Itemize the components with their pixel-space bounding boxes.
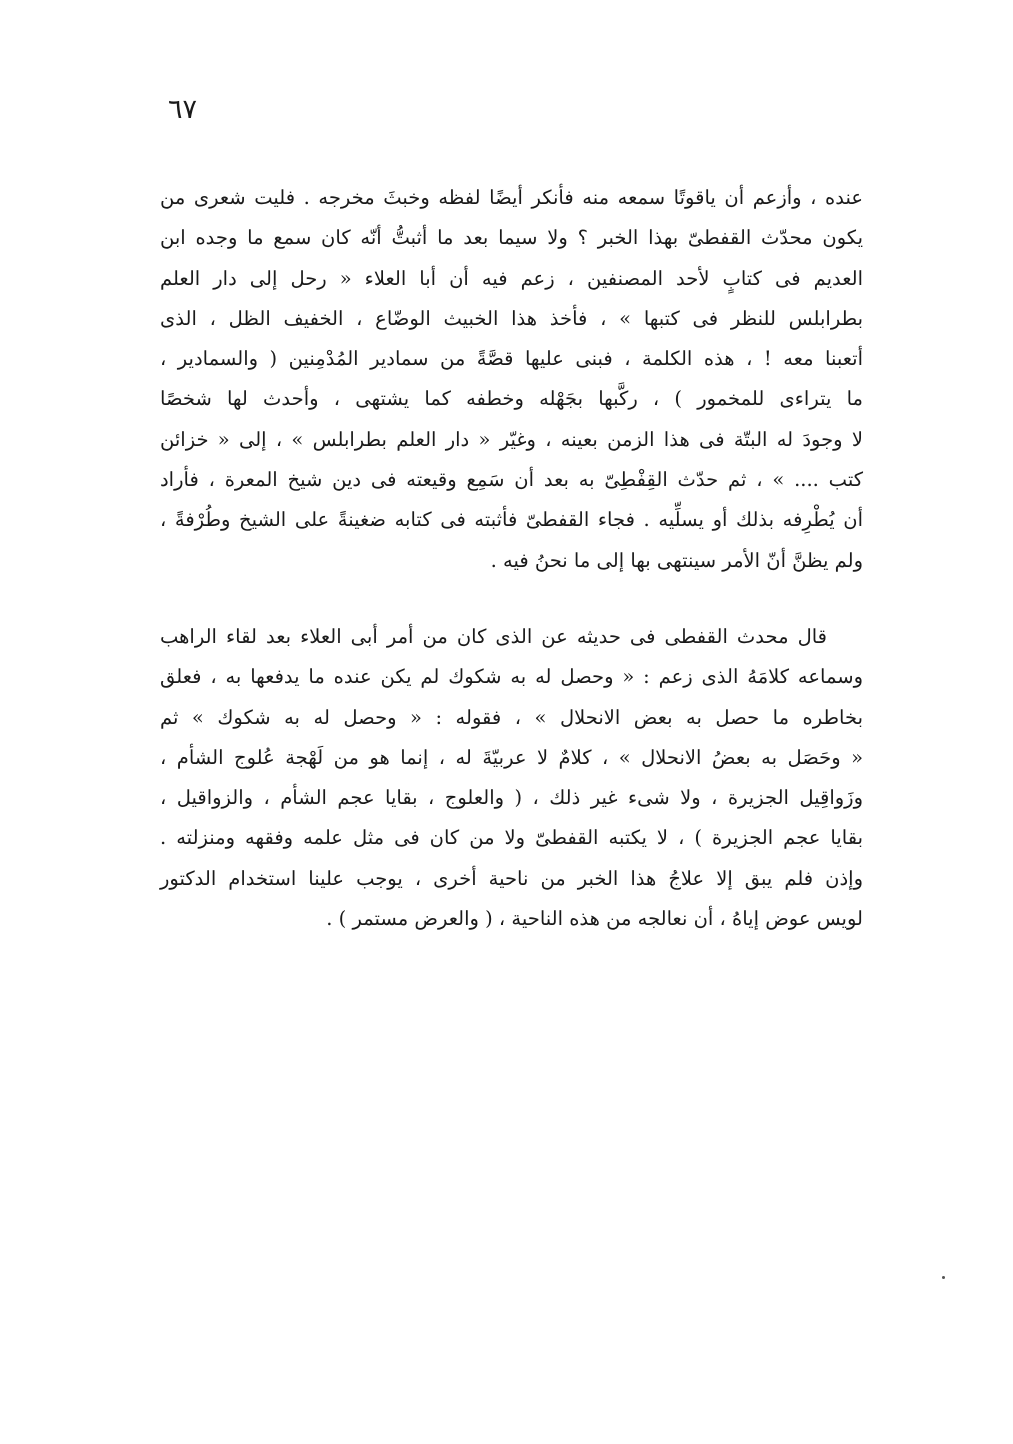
text-line: لويس عوض إياهُ ، أن نعالجه من هذه الناحية ، ( والعرض مستمر ) . [326, 907, 863, 931]
text-line: عنده ، وأزعم أن ياقوتًا سمعه منه فأنكر أيضًا لفظه وخبثَ مخرجه . فليت شعرى من [160, 186, 863, 209]
text-line: بطرابلس للنظر فى كتبها » ، فأخذ هذا الخبيث الوضّاع ، الخفيف الظل ، الذى [160, 306, 863, 330]
text-line: وسماعه كلامَهُ الذى زعم : « وحصل له به شكوك لم يكن عنده ما يدفعها به ، فعلق [160, 665, 863, 689]
text-line: لا وجودَ له البتّة فى هذا الزمن بعينه ، وغيّر « دار العلم بطرابلس » ، إلى « خزائن [160, 427, 863, 451]
paragraph-1 [160, 178, 863, 581]
text-line: العديم فى كتابٍ لأحد المصنفين ، زعم فيه أن أبا العلاء « رحل إلى دار العلم [160, 266, 863, 290]
text-line: « وحَصَل به بعضُ الانحلال » ، كلامٌ لا عربيّةَ له ، إنما هو من لَهْجة عُلوج الشأم ، [160, 745, 863, 769]
page-number: ٦٧ [168, 94, 198, 125]
text-line: ولم يظنَّ أنّ الأمر سينتهى بها إلى ما نحنُ فيه . [490, 548, 863, 572]
text-line: بخاطره ما حصل به بعض الانحلال » ، فقوله : « وحصل له به شكوك » ثم [160, 705, 863, 729]
paragraph-2 [160, 617, 863, 939]
text-line: كتب .... » ، ثم حدّث القِفْطِىّ به بعد أن سَمِع وقيعته فى دين شيخ المعرة ، فأراد [160, 468, 863, 492]
body-text [160, 178, 863, 939]
text-line: وزَواقِيل الجزيرة ، ولا شىء غير ذلك ، ( والعلوج ، بقايا عجم الشأم ، والزواقيل ، [160, 786, 863, 810]
text-line: أن يُطْرِفه بذلك أو يسلِّيه . فجاء القفطىّ فأثبته فى كتابه ضغينةً على الشيخ وطُرْفةً ، [160, 508, 863, 532]
paragraph-spacer [160, 581, 863, 617]
text-line: بقايا عجم الجزيرة ) ، لا يكتبه القفطىّ ولا من كان فى مثل علمه وفقهه ومنزلته . [160, 826, 863, 850]
text-line: يكون محدّث القفطىّ بهذا الخبر ؟ ولا سيما بعد ما أثبتُّ أنّه كان سمع ما وجده ابن [160, 226, 863, 250]
text-line: وإذن فلم يبق إلا علاجُ هذا الخبر من ناحية أخرى ، يوجب علينا استخدام الدكتور [160, 866, 863, 890]
text-line: أتعبنا معه ! ، هذه الكلمة ، فبنى عليها قصَّةً من سمادير المُدْمِنين ( والسمادير ، [160, 347, 863, 371]
scan-speck [942, 1276, 945, 1279]
text-line: قال محدث القفطى فى حديثه عن الذى كان من أمر أبى العلاء بعد لقاء الراهب [160, 624, 827, 648]
text-line: ما يتراءى للمخمور ) ، ركَّبها بجَهْله وخطفه كما يشتهى ، وأحدث لها شخصًا [160, 387, 863, 411]
